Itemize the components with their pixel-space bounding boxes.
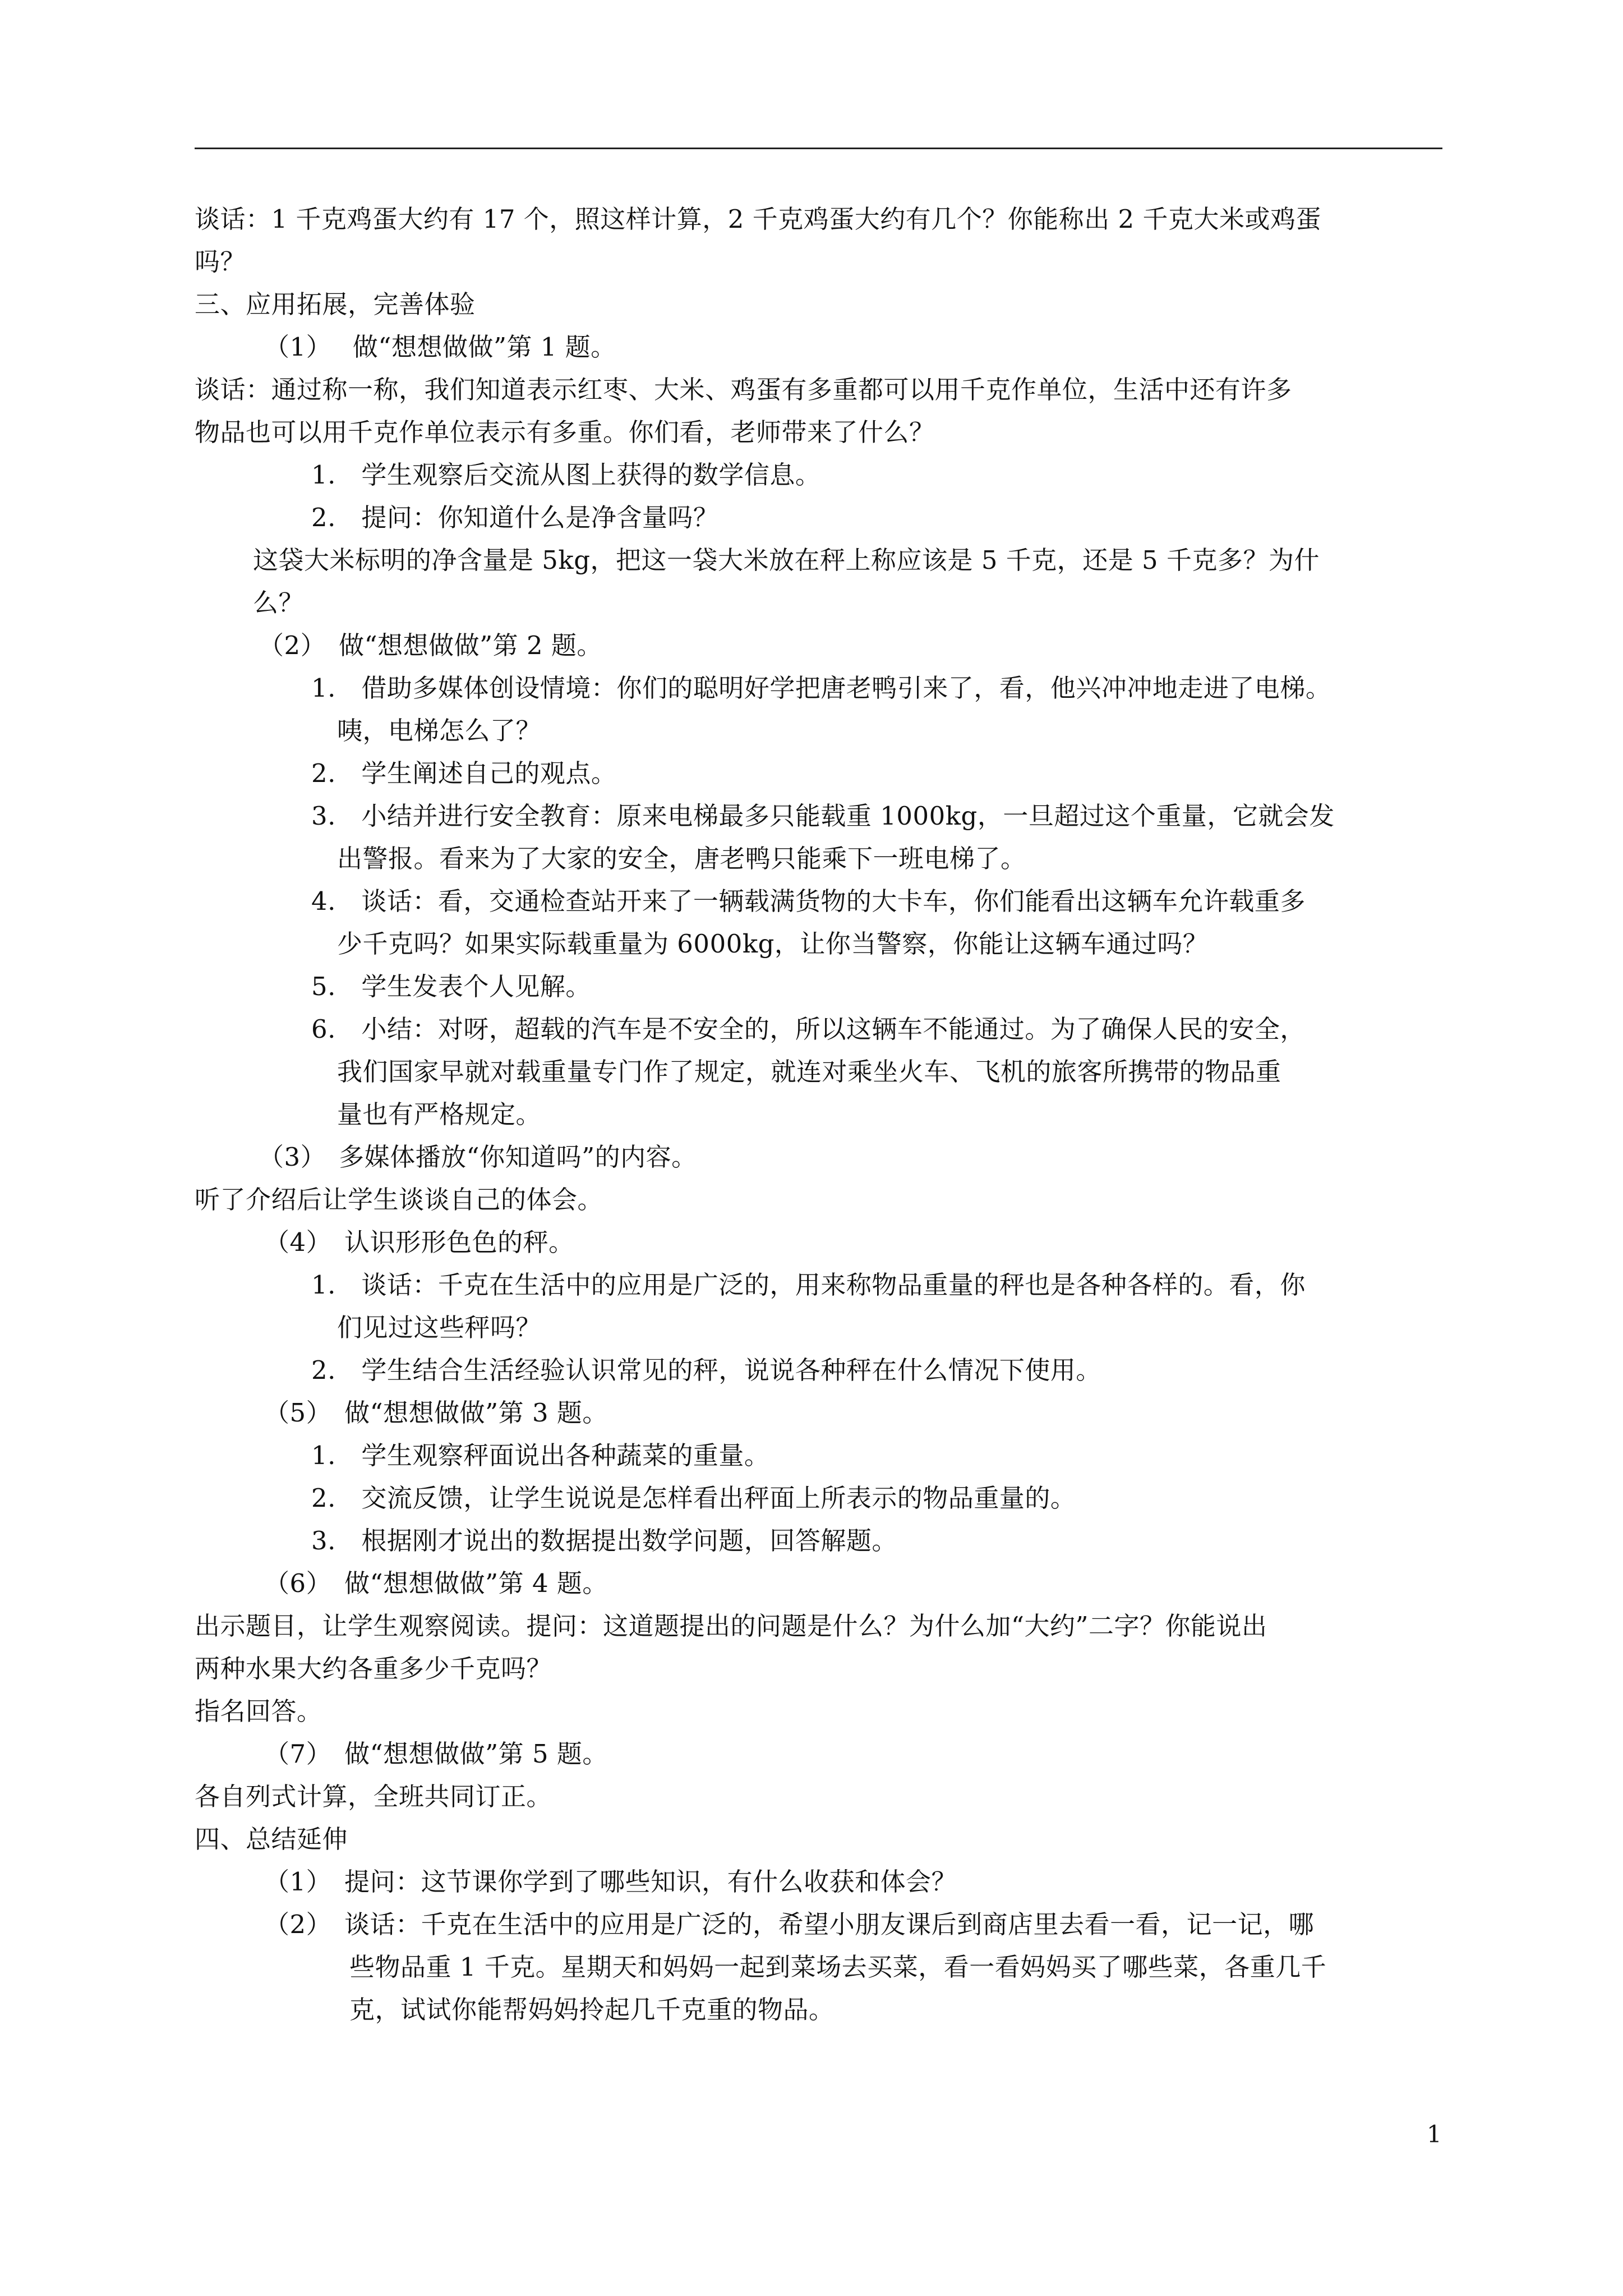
list-item: 2. 提问：你知道什么是净含量吗？ <box>311 503 719 532</box>
list-item: 4. 谈话：看，交通检查站开来了一辆载满货物的大卡车，你们能看出这辆车允许载重多 <box>311 886 1306 916</box>
page-number: 1 <box>1427 2120 1442 2148</box>
body-line: 克，试试你能帮妈妈拎起几千克重的物品。 <box>349 1995 834 2024</box>
exercise-heading: （1） 提问：这节课你学到了哪些知识，有什么收获和体会？ <box>264 1867 957 1897</box>
list-item: 6. 小结：对呀，超载的汽车是不安全的，所以这辆车不能通过。为了确保人民的安全， <box>311 1014 1306 1044</box>
exercise-heading: （3） 多媒体播放“你知道吗”的内容。 <box>259 1142 697 1172</box>
body-line: 出示题目，让学生观察阅读。提问：这道题提出的问题是什么？为什么加“大约”二字？你能说出 <box>195 1611 1267 1641</box>
list-item: 1. 学生观察后交流从图上获得的数学信息。 <box>311 460 821 490</box>
body-line: 谈话：1 千克鸡蛋大约有 17 个，照这样计算，2 千克鸡蛋大约有几个？你能称出 2 千克大米或鸡蛋 <box>195 204 1321 234</box>
body-line: 么？ <box>253 588 305 618</box>
list-item-continuation: 们见过这些秤吗？ <box>337 1313 542 1342</box>
list-item: 1. 谈话：千克在生活中的应用是广泛的，用来称物品重量的秤也是各种各样的。看，你 <box>311 1270 1306 1300</box>
exercise-heading: （6） 做“想想做做”第 4 题。 <box>264 1568 608 1598</box>
list-item-continuation: 量也有严格规定。 <box>337 1099 542 1129</box>
exercise-heading: （7） 做“想想做做”第 5 题。 <box>264 1739 608 1769</box>
list-item: 3. 小结并进行安全教育：原来电梯最多只能载重 1000kg，一旦超过这个重量，它就会发 <box>311 801 1335 831</box>
body-line: 两种水果大约各重多少千克吗？ <box>195 1654 552 1683</box>
header-rule <box>195 148 1442 149</box>
section-heading: 三、应用拓展，完善体验 <box>195 289 476 319</box>
exercise-heading: （1） 做“想想做做”第 1 题。 <box>264 332 616 362</box>
list-item: 1. 借助多媒体创设情境：你们的聪明好学把唐老鸭引来了，看，他兴冲冲地走进了电梯。 <box>311 673 1331 703</box>
body-line: 各自列式计算，全班共同订正。 <box>195 1782 552 1811</box>
exercise-heading: （4） 认识形形色色的秤。 <box>264 1227 574 1257</box>
list-item-continuation: 少千克吗？如果实际载重量为 6000kg，让你当警察，你能让这辆车通过吗？ <box>337 929 1209 959</box>
list-item: 5. 学生发表个人见解。 <box>311 972 591 1001</box>
body-line: 听了介绍后让学生谈谈自己的体会。 <box>195 1185 603 1214</box>
body-line: 谈话：通过称一称，我们知道表示红枣、大米、鸡蛋有多重都可以用千克作单位，生活中还有许多 <box>195 375 1292 404</box>
list-item-continuation: 咦，电梯怎么了？ <box>337 716 542 746</box>
list-item: 2. 交流反馈，让学生说说是怎样看出秤面上所表示的物品重量的。 <box>311 1483 1076 1513</box>
exercise-heading: （5） 做“想想做做”第 3 题。 <box>264 1398 608 1428</box>
exercise-heading: （2） 谈话：千克在生活中的应用是广泛的，希望小朋友课后到商店里去看一看，记一记，哪 <box>264 1910 1315 1939</box>
list-item: 3. 根据刚才说出的数据提出数学问题，回答解题。 <box>311 1526 897 1556</box>
list-item-continuation: 出警报。看来为了大家的安全，唐老鸭只能乘下一班电梯了。 <box>337 844 1026 873</box>
section-heading: 四、总结延伸 <box>195 1824 348 1854</box>
list-item: 2. 学生阐述自己的观点。 <box>311 758 617 788</box>
body-line: 吗？ <box>195 247 246 277</box>
body-line: 指名回答。 <box>195 1696 322 1726</box>
list-item: 2. 学生结合生活经验认识常见的秤，说说各种秤在什么情况下使用。 <box>311 1355 1101 1385</box>
list-item: 1. 学生观察秤面说出各种蔬菜的重量。 <box>311 1441 770 1470</box>
body-line: 物品也可以用千克作单位表示有多重。你们看，老师带来了什么？ <box>195 417 935 447</box>
list-item-continuation: 我们国家早就对载重量专门作了规定，就连对乘坐火车、飞机的旅客所携带的物品重 <box>337 1057 1281 1087</box>
body-line: 些物品重 1 千克。星期天和妈妈一起到菜场去买菜，看一看妈妈买了哪些菜，各重几千 <box>349 1952 1327 1982</box>
body-line: 这袋大米标明的净含量是 5kg，把这一袋大米放在秤上称应该是 5 千克，还是 5 千克多？为什 <box>253 545 1320 575</box>
exercise-heading: （2） 做“想想做做”第 2 题。 <box>259 631 602 660</box>
